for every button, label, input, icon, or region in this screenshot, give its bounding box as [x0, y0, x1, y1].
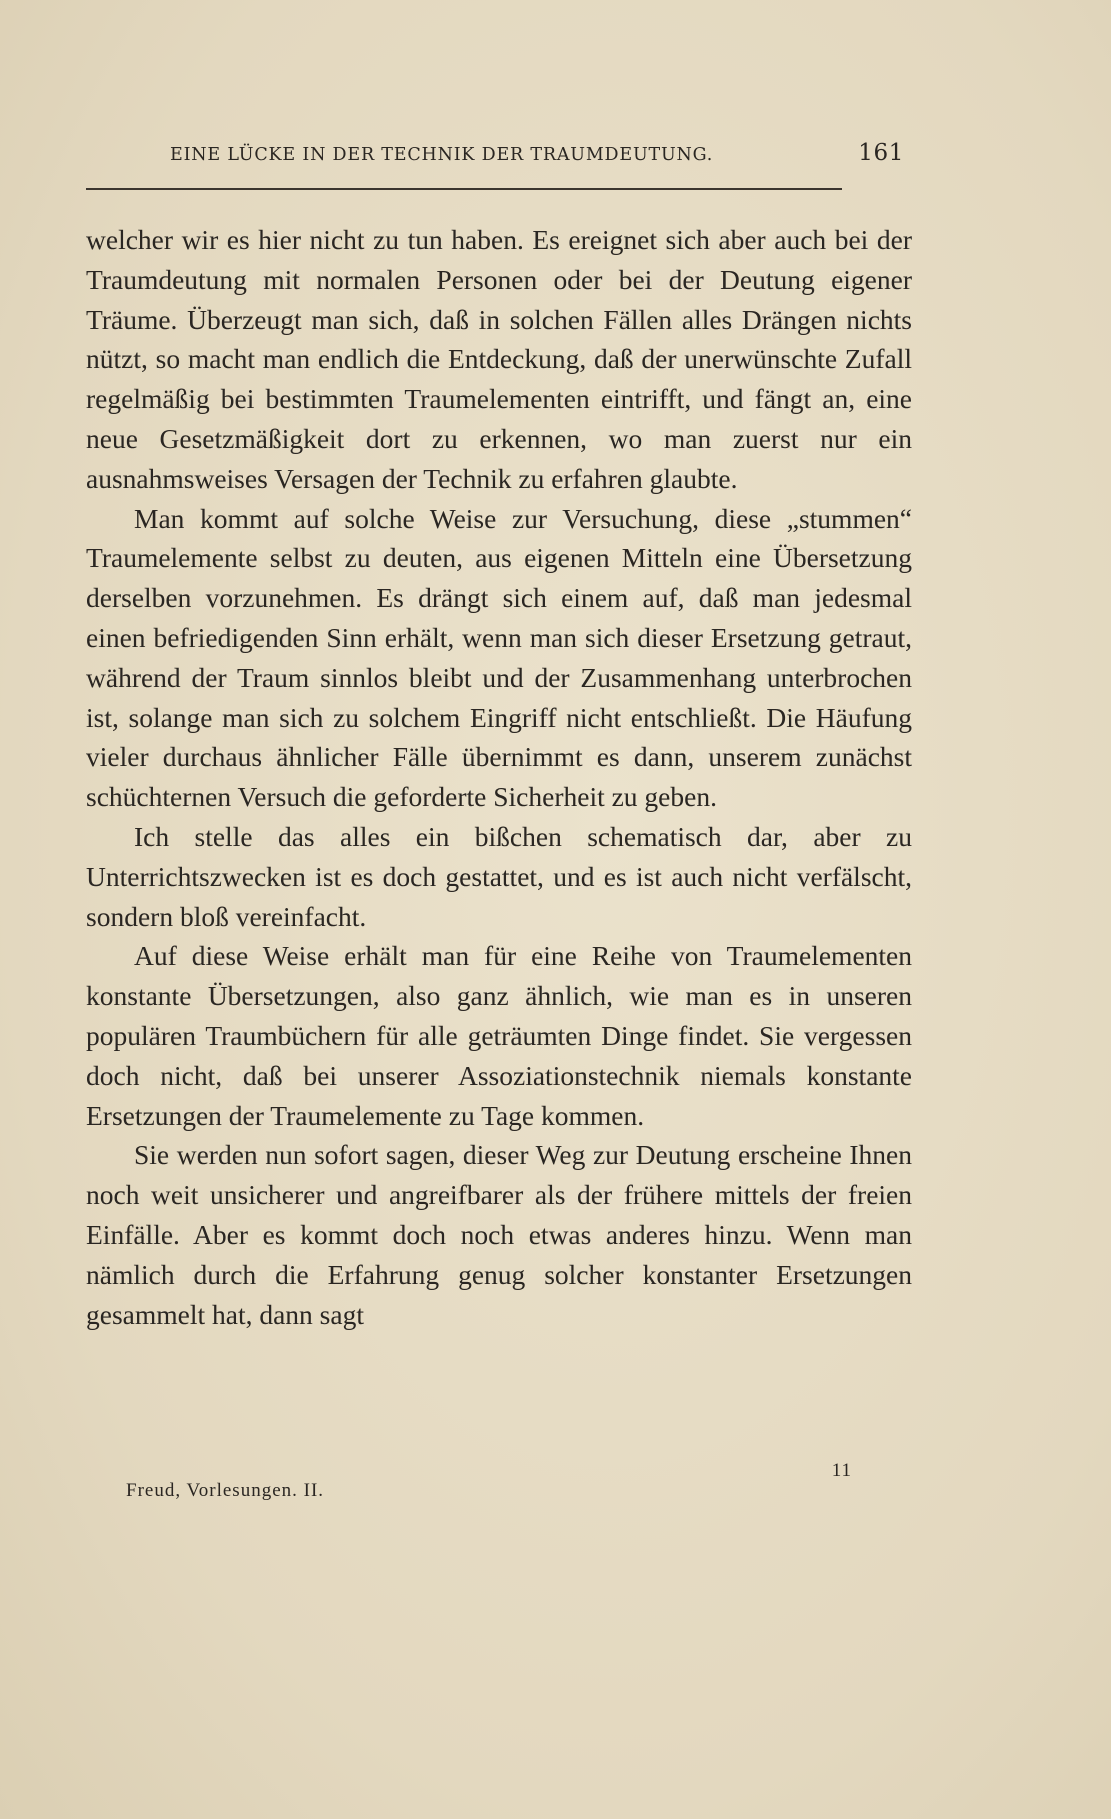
header-rule [86, 188, 842, 190]
page-footer [126, 1460, 852, 1502]
paragraph: Auf diese Weise erhält man für eine Reihe von Traumelementen konstante Übersetzungen, also ganz ähnlich, wie man es in unseren populären Traumbüchern für alle geträumten Dinge findet. Sie vergessen doch nicht, daß bei unserer Assoziationstechnik niemals konstante Ersetzungen der Traumelemente zu Tage kommen. [86, 940, 912, 1131]
body-text [86, 220, 912, 1334]
running-head [86, 140, 914, 182]
paragraph: Man kommt auf solche Weise zur Versuchung, diese „stummen“ Traumelemente selbst zu deuten, aus eigenen Mitteln eine Übersetzung derselben vorzunehmen. Es drängt sich einem auf, daß man jedesmal einen befriedigenden Sinn erhält, wenn man sich dieser Ersetzung getraut, während der Traum sinnlos bleibt und der Zusammenhang unterbrochen ist, solange man sich zu solchem Eingriff nicht entschließt. Die Häufung vieler durchaus ähnlicher Fälle übernimmt es dann, unserem zunächst schüchternen Versuch die geforderte Sicherheit zu geben. [86, 502, 912, 813]
source-line: Freud, Vorlesungen. II. [126, 1480, 325, 1501]
paragraph: Sie werden nun sofort sagen, dieser Weg zur Deutung erscheine Ihnen noch weit unsicherer und angreifbarer als der frühere mittels der freien Einfälle. Aber es kommt doch noch etwas anderes hinzu. Wenn man nämlich durch die Erfahrung genug solcher konstanter Ersetzungen gesammelt hat, dann sagt [86, 1139, 912, 1330]
paragraph: Ich stelle das alles ein bißchen schematisch dar, aber zu Unterrichtszwecken ist es doch gestattet, und es ist auch nicht verfälscht, sondern bloß vereinfacht. [86, 820, 912, 932]
book-page [86, 140, 914, 1334]
paragraph: welcher wir es hier nicht zu tun haben. Es ereignet sich aber auch bei der Traumdeutung mit normalen Personen oder bei der Deutung eigener Träume. Überzeugt man sich, daß in solchen Fällen alles Drängen nichts nützt, so macht man endlich die Entdeckung, daß der unerwünschte Zufall regelmäßig bei bestimmten Traumelementen eintrifft, und fängt an, eine neue Gesetzmäßigkeit dort zu erkennen, wo man zuerst nur ein ausnahmsweises Versagen der Technik zu erfahren glaubte. [86, 224, 912, 494]
page-number: 161 [858, 140, 904, 166]
running-title: EINE LÜCKE IN DER TECHNIK DER TRAUMDEUTUNG. [170, 145, 714, 165]
signature-mark: 11 [831, 1460, 852, 1481]
